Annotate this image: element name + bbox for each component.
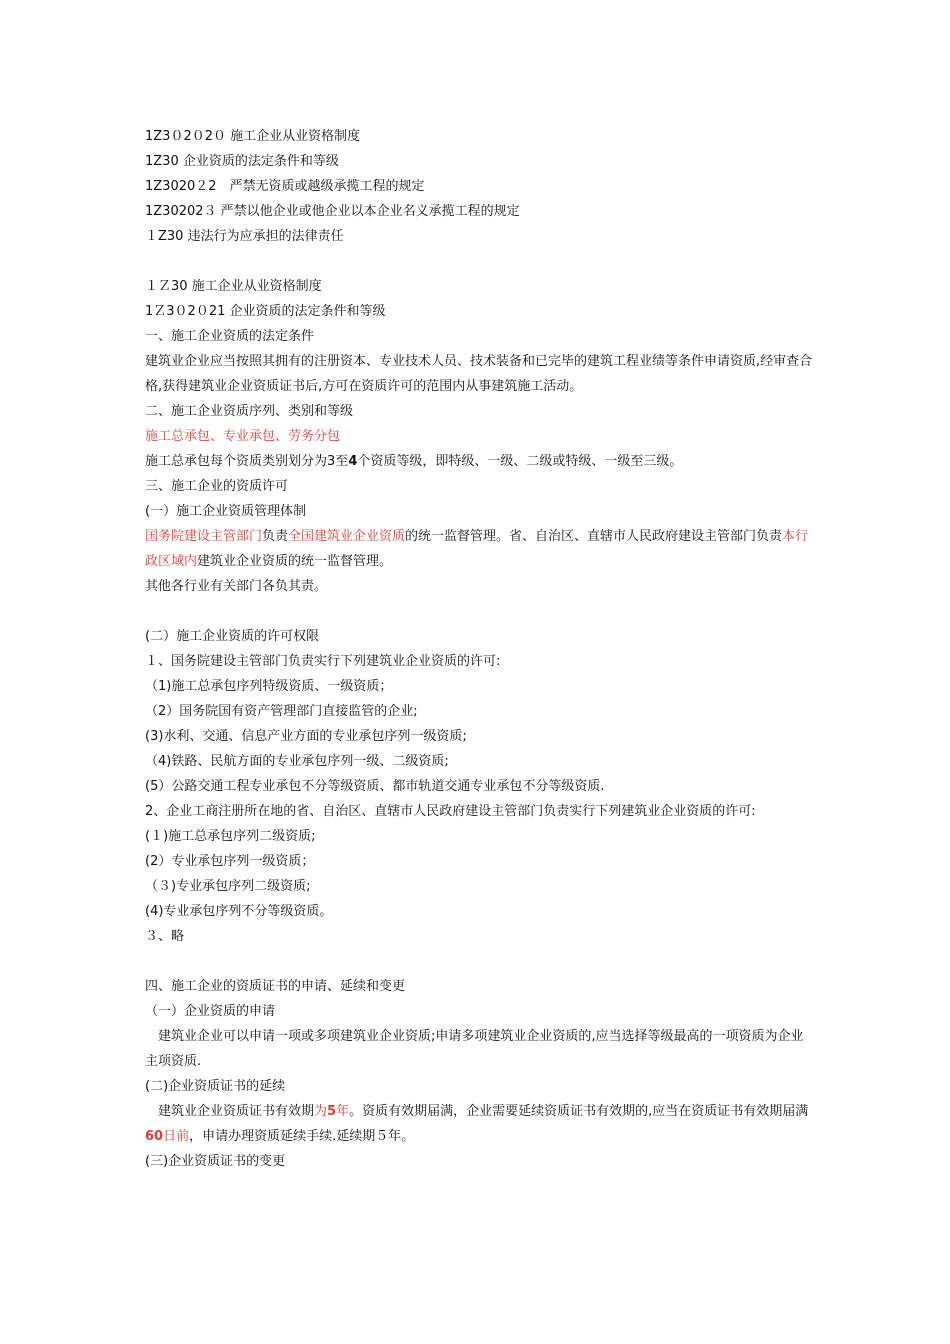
sec2-highlight: 施工总承包、专业承包、劳务分包 xyxy=(145,429,341,444)
sec4-title: 四、施工企业的资质证书的申请、延续和变更 xyxy=(145,979,406,994)
sec3-p1-item: (3)水利、交通、信息产业方面的专业承包序列一级资质; xyxy=(145,729,467,744)
section-heading: １Ｚ30 施工企业从业资格制度 xyxy=(145,279,322,294)
sec4-sub2-text-1: 建筑业企业资质证书有效期 xyxy=(158,1104,315,1119)
sec3-p2-item: (4)专业承包序列不分等级资质。 xyxy=(145,904,333,919)
sec2-body-num2: 4 xyxy=(348,454,358,469)
sec3-sub1-other: 其他各行业有关部门各负其责。 xyxy=(145,579,328,594)
sec2-title: 二、施工企业资质序列、类别和等级 xyxy=(145,404,354,419)
sec3-sub1-red-3: 本行政区域内 xyxy=(145,529,809,569)
sec4-sub2-red-2b: 日前 xyxy=(163,1129,190,1144)
sec4-sub2-title: (二)企业资质证书的延续 xyxy=(145,1079,286,1094)
sec3-p1-item: （2）国务院国有资产管理部门直接监管的企业; xyxy=(145,704,418,719)
sec3-sub1-text-3: 建筑业企业资质的统一监督管理。 xyxy=(197,554,393,569)
sec3-sub2-title: (二）施工企业资质的许可权限 xyxy=(145,629,320,644)
sec3-p2-item: (2）专业承包序列一级资质； xyxy=(145,854,315,869)
sec3-sub1-text-2: 的统一监督管理。省、自治区、直辖市人民政府建设主管部门负责 xyxy=(405,529,783,544)
sec4-sub2-body xyxy=(145,1099,815,1149)
sec3-sub1-text-1: 负责 xyxy=(262,529,289,544)
sec2-body-b: 至 xyxy=(335,454,349,469)
sec4-sub1-title: （一）企业资质的申请 xyxy=(145,1004,276,1019)
sec2-body-a: 施工总承包每个资质类别划分为 xyxy=(145,454,328,469)
sec4-sub2-red-1: 为 xyxy=(314,1104,328,1119)
spacer xyxy=(145,249,815,274)
sec3-p2-item: （３)专业承包序列二级资质; xyxy=(145,879,311,894)
sec3-p1-item: （1)施工总承包序列特级资质、一级资质； xyxy=(145,679,393,694)
sec2-body-num1: 3 xyxy=(327,454,336,469)
sec3-sub1-red-2: 全国建筑业企业资质 xyxy=(288,529,406,544)
toc-line-3: 1Z3020２2 严禁无资质或越级承揽工程的规定 xyxy=(145,179,425,194)
sec4-sub1-body xyxy=(145,1024,815,1074)
sec3-title: 三、施工企业的资质许可 xyxy=(145,479,289,494)
subsection-heading: 1Ｚ3０2０21 企业资质的法定条件和等级 xyxy=(145,304,386,319)
sec4-sub2-red-1c: 年 xyxy=(336,1104,350,1119)
sec3-p1: １、国务院建设主管部门负责实行下列建筑业企业资质的许可: xyxy=(145,654,501,669)
sec4-sub1-body-text: 建筑业企业可以申请一项或多项建筑业企业资质;申请多项建筑业企业资质的,应当选择等级最高的一项资质为企业主项资质. xyxy=(145,1029,804,1069)
sec3-p2-item: (１)施工总承包序列二级资质; xyxy=(145,829,316,844)
sec4-sub2-text-3: ，申请办理资质延续手续.延续期５年。 xyxy=(189,1129,415,1144)
toc-line-1: 1Z3０2０2０ 施工企业从业资格制度 xyxy=(145,129,361,144)
spacer xyxy=(145,949,815,974)
sec3-sub1-title: (一）施工企业资质管理体制 xyxy=(145,504,307,519)
sec3-sub1-body xyxy=(145,524,815,574)
sec2-body-c: 个资质等级，即特级、一级、二级或特级、一级至三级。 xyxy=(357,454,683,469)
sec4-sub2-red-1b: 5 xyxy=(327,1104,337,1119)
toc-line-4: 1Z30202３ 严禁以他企业或他企业以本企业名义承揽工程的规定 xyxy=(145,204,520,219)
sec4-sub2-red-2: 60 xyxy=(145,1129,164,1144)
sec4-sub2-text-2: 。资质有效期届满，企业需要延续资质证书有效期的,应当在资质证书有效期届满 xyxy=(349,1104,809,1119)
sec3-p3: ３、略 xyxy=(145,929,185,944)
document-page xyxy=(145,124,815,1174)
sec3-p2: 2、企业工商注册所在地的省、自治区、直辖市人民政府建设主管部门负责实行下列建筑业企业资质的许可: xyxy=(145,804,756,819)
sec1-body: 建筑业企业应当按照其拥有的注册资本、专业技术人员、技术装备和已完毕的建筑工程业绩等条件申请资质,经审查合格,获得建筑业企业资质证书后,方可在资质许可的范围内从事建筑施工活动。 xyxy=(145,354,813,394)
sec3-sub1-red-1: 国务院建设主管部门 xyxy=(145,529,263,544)
toc-line-2: 1Z30 企业资质的法定条件和等级 xyxy=(145,154,339,169)
sec3-p1-item: （4)铁路、民航方面的专业承包序列一级、二级资质; xyxy=(145,754,449,769)
sec4-sub3-title: (三)企业资质证书的变更 xyxy=(145,1154,286,1169)
sec3-p1-item: (5）公路交通工程专业承包不分等级资质、都市轨道交通专业承包不分等级资质. xyxy=(145,779,605,794)
toc-line-5: １Z30 违法行为应承担的法律责任 xyxy=(145,229,344,244)
sec1-title: 一、施工企业资质的法定条件 xyxy=(145,329,315,344)
sec2-body xyxy=(145,449,815,474)
spacer xyxy=(145,599,815,624)
